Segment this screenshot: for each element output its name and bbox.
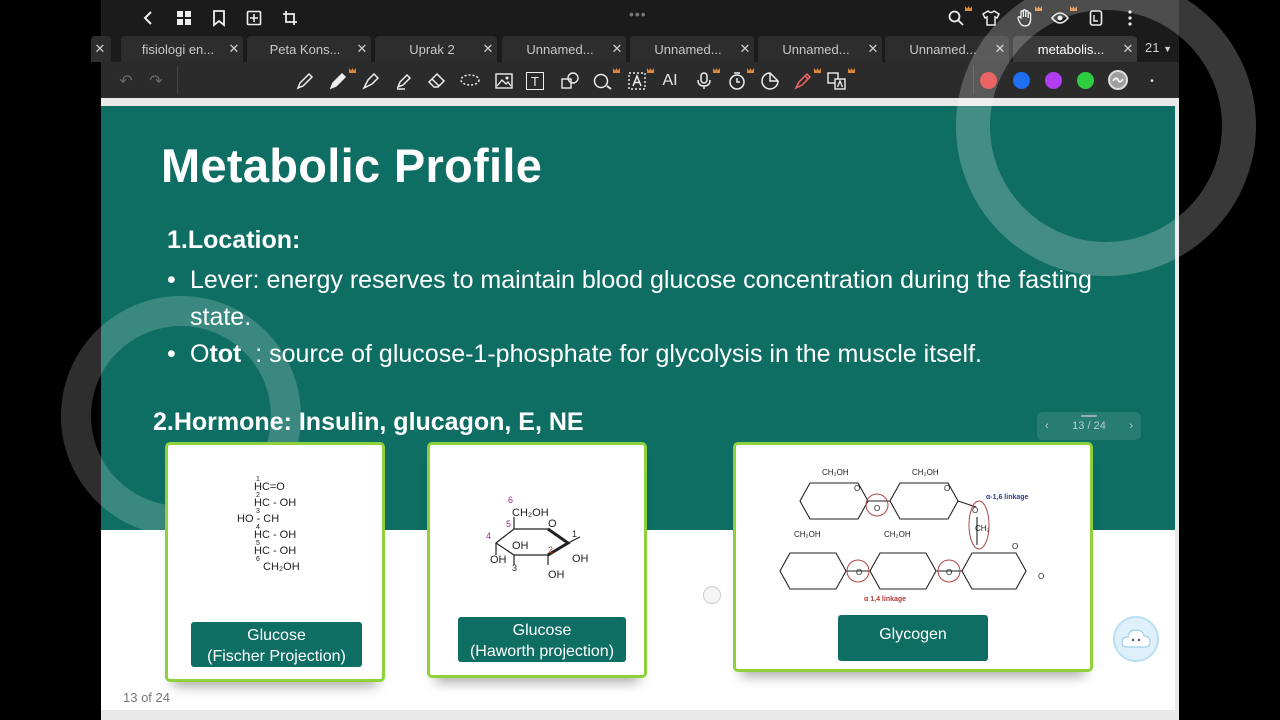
tab-label: metabolis...: [1037, 41, 1105, 57]
fischer-num-4: 4: [256, 524, 260, 531]
bookmark-icon[interactable]: [208, 7, 230, 29]
glycogen-structure-diagram: [736, 445, 1090, 605]
ocr-icon[interactable]: [592, 70, 614, 92]
fischer-num-2: 2: [256, 492, 260, 499]
tab-count: 21: [1145, 40, 1160, 55]
ai-label: AI: [662, 72, 678, 89]
eraser-icon[interactable]: [426, 70, 448, 92]
tab-label: fisiologi en...: [141, 41, 215, 57]
close-icon[interactable]: ✕: [867, 41, 879, 56]
premium-crown-icon: [814, 68, 821, 73]
caption-line: (Haworth projection): [469, 643, 615, 660]
tab-3[interactable]: [502, 36, 626, 62]
caption-line: Glucose: [247, 627, 306, 644]
glycogen-ch2oh-3: CH₂OH: [794, 530, 821, 539]
caret-down-icon: ▼: [1163, 44, 1173, 54]
search-icon[interactable]: [945, 7, 967, 29]
tab-label: Uprak 2: [409, 41, 455, 57]
bullet-otot-term-b: tot: [209, 340, 242, 368]
image-icon[interactable]: [493, 70, 515, 92]
haworth-oh-4: OH: [490, 554, 507, 566]
divider: [177, 66, 178, 94]
bullet-dot: •: [167, 266, 176, 294]
fischer-projection-diagram: [168, 445, 382, 585]
scroll-knob[interactable]: [703, 586, 721, 604]
haworth-ring-o: O: [548, 518, 557, 530]
glycogen-link-o: O: [972, 506, 979, 515]
haworth-num-2: 2: [548, 545, 554, 555]
laser-pointer-icon[interactable]: [792, 70, 814, 92]
back-icon[interactable]: [137, 7, 159, 29]
drag-handle-icon[interactable]: •••: [629, 6, 647, 22]
sticker-icon[interactable]: [759, 70, 781, 92]
add-page-icon[interactable]: [243, 7, 265, 29]
slide: [101, 106, 1175, 710]
glycogen-link-o: O: [946, 568, 953, 577]
bullet-dot: •: [167, 340, 176, 368]
assistant-bubble[interactable]: [1113, 616, 1159, 662]
bullet-otot: [167, 336, 1127, 373]
tab-5[interactable]: [758, 36, 882, 62]
caption-line: (Fischer Projection): [207, 648, 346, 665]
next-slide-icon[interactable]: ›: [1129, 420, 1133, 432]
text-tool-label: T: [531, 73, 539, 89]
fischer-num-3: 3: [256, 508, 260, 515]
premium-crown-icon: [647, 68, 654, 73]
caption-glucose-haworth: [458, 617, 626, 662]
tab-1[interactable]: [247, 36, 371, 62]
fischer-num-6: 6: [256, 556, 260, 563]
close-icon[interactable]: ✕: [611, 41, 623, 56]
glycogen-end-o: O: [1038, 572, 1045, 581]
bullet-otot-term-a: O: [190, 340, 210, 368]
pen-icon[interactable]: [294, 70, 316, 92]
glycogen-ch2oh-1: CH₂OH: [822, 468, 849, 477]
lasso-icon[interactable]: [459, 70, 481, 92]
premium-crown-icon: [747, 68, 754, 73]
close-icon[interactable]: ✕: [482, 41, 494, 56]
close-icon[interactable]: ✕: [94, 41, 106, 56]
card-glucose-fischer: [165, 442, 385, 682]
translate-icon[interactable]: [626, 70, 648, 92]
slide-pager: [1037, 412, 1141, 440]
glycogen-link-o: O: [874, 504, 881, 513]
crop-icon[interactable]: [279, 7, 301, 29]
microphone-icon[interactable]: [693, 70, 715, 92]
fischer-c4: HC - OH: [254, 529, 297, 541]
tab-overflow-left[interactable]: [91, 36, 111, 62]
pager-handle[interactable]: [1081, 415, 1097, 417]
cloud-mascot-icon: [1121, 628, 1151, 650]
document-canvas: [101, 98, 1179, 720]
bullet-lever-text: : energy reserves to maintain blood glucose concentration during the fasting state.: [190, 266, 1092, 331]
close-icon[interactable]: ✕: [1122, 41, 1134, 56]
grid-icon[interactable]: [173, 7, 195, 29]
caption-glycogen: [838, 615, 988, 661]
tab-label: Unnamed...: [782, 41, 850, 57]
ballpoint-pen-icon[interactable]: [327, 70, 349, 92]
haworth-num-1: 1: [572, 529, 578, 539]
tab-2[interactable]: [375, 36, 497, 62]
fischer-c5: HC - OH: [254, 545, 297, 557]
more-colors-icon[interactable]: •: [1150, 75, 1154, 87]
bullet-lever: [167, 262, 1127, 336]
haworth-num-6: 6: [508, 495, 514, 505]
tab-label: Unnamed...: [526, 41, 594, 57]
close-icon[interactable]: ✕: [739, 41, 751, 56]
tab-0[interactable]: [121, 36, 243, 62]
section-location: 1.Location:: [167, 226, 301, 254]
undo-icon[interactable]: ↶: [119, 73, 133, 90]
close-icon[interactable]: ✕: [994, 41, 1006, 56]
premium-crown-icon: [848, 68, 855, 73]
redo-icon[interactable]: ↷: [149, 73, 163, 90]
bullet-lever-term: Lever: [190, 266, 253, 294]
fischer-c1: HC=O: [254, 481, 285, 493]
ai-button[interactable]: [659, 70, 681, 92]
slide-title: Metabolic Profile: [161, 139, 543, 192]
glycogen-ch2oh-4: CH₂OH: [884, 530, 911, 539]
section-hormone: 2.Hormone: Insulin, glucagon, E, NE: [153, 408, 584, 436]
haworth-num-4: 4: [486, 531, 492, 541]
fountain-pen-icon[interactable]: [360, 70, 382, 92]
alpha-1-6-linkage-label: α-1,6 linkage: [986, 494, 1029, 501]
bullet-otot-text: : source of glucose-1-phosphate for glycolysis in the muscle itself.: [241, 340, 982, 368]
haworth-projection-diagram: [430, 445, 644, 585]
fischer-c6: CH₂OH: [263, 561, 300, 573]
card-glycogen: [733, 442, 1093, 672]
close-icon[interactable]: ✕: [228, 41, 240, 56]
page-number-label: 13 of 24: [123, 690, 170, 705]
caption-line: Glycogen: [879, 626, 947, 643]
haworth-oh-2: OH: [548, 569, 565, 581]
fischer-c3: HO - CH: [237, 513, 280, 525]
haworth-num-3: 3: [512, 563, 518, 573]
app-window: [94, 0, 1179, 720]
premium-crown-icon: [713, 68, 720, 73]
tab-4[interactable]: [630, 36, 754, 62]
fischer-c2: HC - OH: [254, 497, 297, 509]
glycogen-ring-o: O: [944, 484, 951, 493]
premium-crown-icon: [613, 68, 620, 73]
glycogen-ring-o: O: [854, 484, 861, 493]
card-glucose-haworth: [427, 442, 647, 678]
glycogen-ring-o: O: [1012, 542, 1019, 551]
caption-glucose-fischer: [191, 622, 362, 667]
close-icon[interactable]: ✕: [356, 41, 368, 56]
timer-icon[interactable]: [726, 70, 748, 92]
fischer-num-1: 1: [256, 476, 260, 483]
alpha-1-4-linkage-label: α 1,4 linkage: [864, 596, 907, 603]
haworth-num-5: 5: [506, 519, 512, 529]
glycogen-ch2: CH₂: [975, 524, 990, 533]
haworth-oh-1: OH: [572, 553, 589, 565]
caption-line: Glucose: [512, 622, 572, 639]
text-recognition-icon[interactable]: [826, 70, 848, 92]
glycogen-link-o: O: [856, 568, 863, 577]
tab-label: Unnamed...: [909, 41, 977, 57]
fischer-num-5: 5: [256, 540, 260, 547]
haworth-ch2oh: CH₂OH: [512, 507, 549, 519]
tab-label: Unnamed...: [654, 41, 722, 57]
highlighter-icon[interactable]: [393, 70, 415, 92]
tab-label: Peta Kons...: [269, 41, 341, 57]
shapes-icon[interactable]: [559, 70, 581, 92]
text-tool-icon[interactable]: [526, 72, 544, 90]
premium-crown-icon: [349, 68, 356, 73]
haworth-oh-3: OH: [512, 540, 529, 552]
prev-slide-icon[interactable]: ‹: [1045, 420, 1049, 432]
pager-label: 13 / 24: [1072, 420, 1106, 432]
glycogen-ch2oh-2: CH₂OH: [912, 468, 939, 477]
